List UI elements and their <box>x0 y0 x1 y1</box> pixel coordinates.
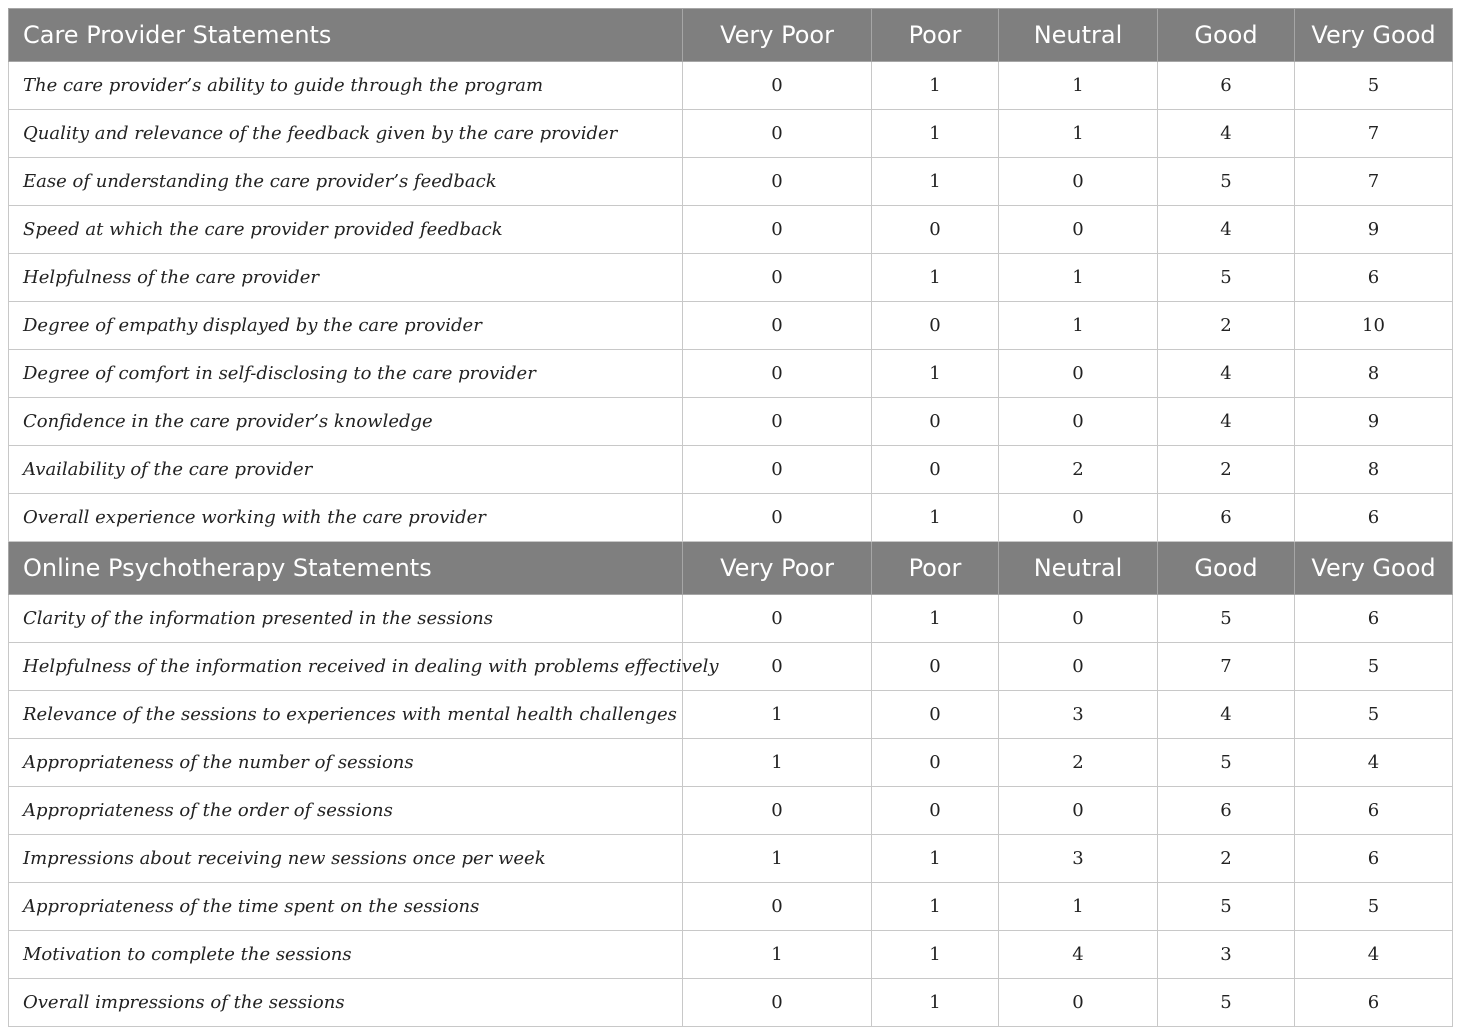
count-cell: 0 <box>999 595 1158 643</box>
count-cell: 1 <box>683 691 872 739</box>
statement-cell: Appropriateness of the number of sessions <box>9 739 683 787</box>
count-cell: 6 <box>1158 62 1295 110</box>
statement-cell: Appropriateness of the order of sessions <box>9 787 683 835</box>
count-cell: 0 <box>999 350 1158 398</box>
table-row <box>9 110 1453 158</box>
table-row <box>9 62 1453 110</box>
statement-cell: Overall impressions of the sessions <box>9 979 683 1027</box>
count-cell: 0 <box>872 398 999 446</box>
count-cell: 1 <box>872 883 999 931</box>
count-cell: 1 <box>999 62 1158 110</box>
statement-cell: Speed at which the care provider provided feedback <box>9 206 683 254</box>
count-cell: 1 <box>872 110 999 158</box>
count-cell: 0 <box>683 254 872 302</box>
count-cell: 4 <box>1158 398 1295 446</box>
count-cell: 4 <box>1158 110 1295 158</box>
statement-cell: Appropriateness of the time spent on the sessions <box>9 883 683 931</box>
table-row <box>9 931 1453 979</box>
column-header: Very Poor <box>683 9 872 62</box>
count-cell: 10 <box>1295 302 1453 350</box>
count-cell: 0 <box>683 206 872 254</box>
count-cell: 8 <box>1295 350 1453 398</box>
count-cell: 5 <box>1158 883 1295 931</box>
statement-cell: Helpfulness of the care provider <box>9 254 683 302</box>
count-cell: 0 <box>999 398 1158 446</box>
count-cell: 0 <box>683 446 872 494</box>
statement-cell: Relevance of the sessions to experiences with mental health challenges <box>9 691 683 739</box>
count-cell: 4 <box>1158 206 1295 254</box>
count-cell: 0 <box>872 691 999 739</box>
count-cell: 2 <box>999 446 1158 494</box>
table-row <box>9 350 1453 398</box>
count-cell: 5 <box>1158 739 1295 787</box>
count-cell: 9 <box>1295 398 1453 446</box>
statement-cell: Availability of the care provider <box>9 446 683 494</box>
statement-cell: Quality and relevance of the feedback given by the care provider <box>9 110 683 158</box>
table-row <box>9 158 1453 206</box>
count-cell: 4 <box>1295 739 1453 787</box>
table-row <box>9 595 1453 643</box>
count-cell: 0 <box>872 643 999 691</box>
statement-cell: Motivation to complete the sessions <box>9 931 683 979</box>
table-row <box>9 883 1453 931</box>
count-cell: 0 <box>872 206 999 254</box>
count-cell: 5 <box>1295 691 1453 739</box>
count-cell: 3 <box>999 691 1158 739</box>
count-cell: 7 <box>1295 110 1453 158</box>
count-cell: 1 <box>999 254 1158 302</box>
count-cell: 1 <box>683 835 872 883</box>
table-row <box>9 739 1453 787</box>
count-cell: 2 <box>999 739 1158 787</box>
count-cell: 0 <box>872 739 999 787</box>
count-cell: 0 <box>683 158 872 206</box>
statement-cell: Ease of understanding the care provider’s feedback <box>9 158 683 206</box>
count-cell: 4 <box>1158 350 1295 398</box>
count-cell: 5 <box>1158 158 1295 206</box>
count-cell: 1 <box>872 931 999 979</box>
count-cell: 6 <box>1158 787 1295 835</box>
count-cell: 0 <box>683 494 872 542</box>
count-cell: 5 <box>1158 595 1295 643</box>
count-cell: 6 <box>1295 979 1453 1027</box>
count-cell: 6 <box>1295 254 1453 302</box>
count-cell: 1 <box>999 883 1158 931</box>
count-cell: 0 <box>872 446 999 494</box>
section-header-row <box>9 542 1453 595</box>
table-row <box>9 787 1453 835</box>
count-cell: 1 <box>872 494 999 542</box>
table-row <box>9 302 1453 350</box>
count-cell: 0 <box>683 643 872 691</box>
count-cell: 7 <box>1158 643 1295 691</box>
count-cell: 0 <box>872 302 999 350</box>
table-row <box>9 446 1453 494</box>
statement-cell: The care provider’s ability to guide through the program <box>9 62 683 110</box>
statement-cell: Degree of empathy displayed by the care provider <box>9 302 683 350</box>
count-cell: 0 <box>999 787 1158 835</box>
table-body <box>9 9 1453 1027</box>
count-cell: 6 <box>1295 787 1453 835</box>
column-header: Neutral <box>999 542 1158 595</box>
count-cell: 1 <box>872 254 999 302</box>
count-cell: 4 <box>1295 931 1453 979</box>
count-cell: 1 <box>872 350 999 398</box>
count-cell: 3 <box>999 835 1158 883</box>
count-cell: 0 <box>872 787 999 835</box>
table-row <box>9 835 1453 883</box>
statement-cell: Overall experience working with the care provider <box>9 494 683 542</box>
count-cell: 1 <box>683 931 872 979</box>
count-cell: 0 <box>683 787 872 835</box>
table-row <box>9 691 1453 739</box>
count-cell: 2 <box>1158 835 1295 883</box>
section-title: Care Provider Statements <box>9 9 683 62</box>
count-cell: 0 <box>683 979 872 1027</box>
column-header: Poor <box>872 542 999 595</box>
count-cell: 1 <box>683 739 872 787</box>
count-cell: 9 <box>1295 206 1453 254</box>
count-cell: 0 <box>683 883 872 931</box>
count-cell: 0 <box>683 110 872 158</box>
count-cell: 6 <box>1295 494 1453 542</box>
table-row <box>9 398 1453 446</box>
count-cell: 8 <box>1295 446 1453 494</box>
count-cell: 1 <box>999 110 1158 158</box>
count-cell: 1 <box>872 595 999 643</box>
count-cell: 2 <box>1158 446 1295 494</box>
count-cell: 0 <box>999 979 1158 1027</box>
column-header: Poor <box>872 9 999 62</box>
count-cell: 1 <box>872 835 999 883</box>
statement-cell: Degree of comfort in self-disclosing to the care provider <box>9 350 683 398</box>
count-cell: 5 <box>1158 979 1295 1027</box>
table-row <box>9 494 1453 542</box>
count-cell: 0 <box>999 494 1158 542</box>
count-cell: 2 <box>1158 302 1295 350</box>
count-cell: 5 <box>1295 643 1453 691</box>
column-header: Very Poor <box>683 542 872 595</box>
section-title: Online Psychotherapy Statements <box>9 542 683 595</box>
column-header: Very Good <box>1295 542 1453 595</box>
statement-cell: Helpfulness of the information received in dealing with problems effectively <box>9 643 683 691</box>
count-cell: 0 <box>999 206 1158 254</box>
survey-results-table <box>8 8 1453 1027</box>
count-cell: 7 <box>1295 158 1453 206</box>
count-cell: 4 <box>999 931 1158 979</box>
count-cell: 0 <box>683 62 872 110</box>
count-cell: 0 <box>999 158 1158 206</box>
count-cell: 6 <box>1158 494 1295 542</box>
table-row <box>9 206 1453 254</box>
count-cell: 0 <box>683 398 872 446</box>
count-cell: 0 <box>683 302 872 350</box>
count-cell: 0 <box>683 595 872 643</box>
table-row <box>9 979 1453 1027</box>
column-header: Good <box>1158 9 1295 62</box>
column-header: Neutral <box>999 9 1158 62</box>
table-row <box>9 254 1453 302</box>
count-cell: 4 <box>1158 691 1295 739</box>
count-cell: 1 <box>872 62 999 110</box>
count-cell: 6 <box>1295 835 1453 883</box>
count-cell: 0 <box>683 350 872 398</box>
table-row <box>9 643 1453 691</box>
section-header-row <box>9 9 1453 62</box>
statement-cell: Confidence in the care provider’s knowledge <box>9 398 683 446</box>
count-cell: 1 <box>999 302 1158 350</box>
count-cell: 0 <box>999 643 1158 691</box>
column-header: Very Good <box>1295 9 1453 62</box>
count-cell: 5 <box>1158 254 1295 302</box>
count-cell: 1 <box>872 979 999 1027</box>
count-cell: 1 <box>872 158 999 206</box>
statement-cell: Impressions about receiving new sessions once per week <box>9 835 683 883</box>
column-header: Good <box>1158 542 1295 595</box>
statement-cell: Clarity of the information presented in the sessions <box>9 595 683 643</box>
count-cell: 5 <box>1295 62 1453 110</box>
count-cell: 5 <box>1295 883 1453 931</box>
count-cell: 6 <box>1295 595 1453 643</box>
count-cell: 3 <box>1158 931 1295 979</box>
